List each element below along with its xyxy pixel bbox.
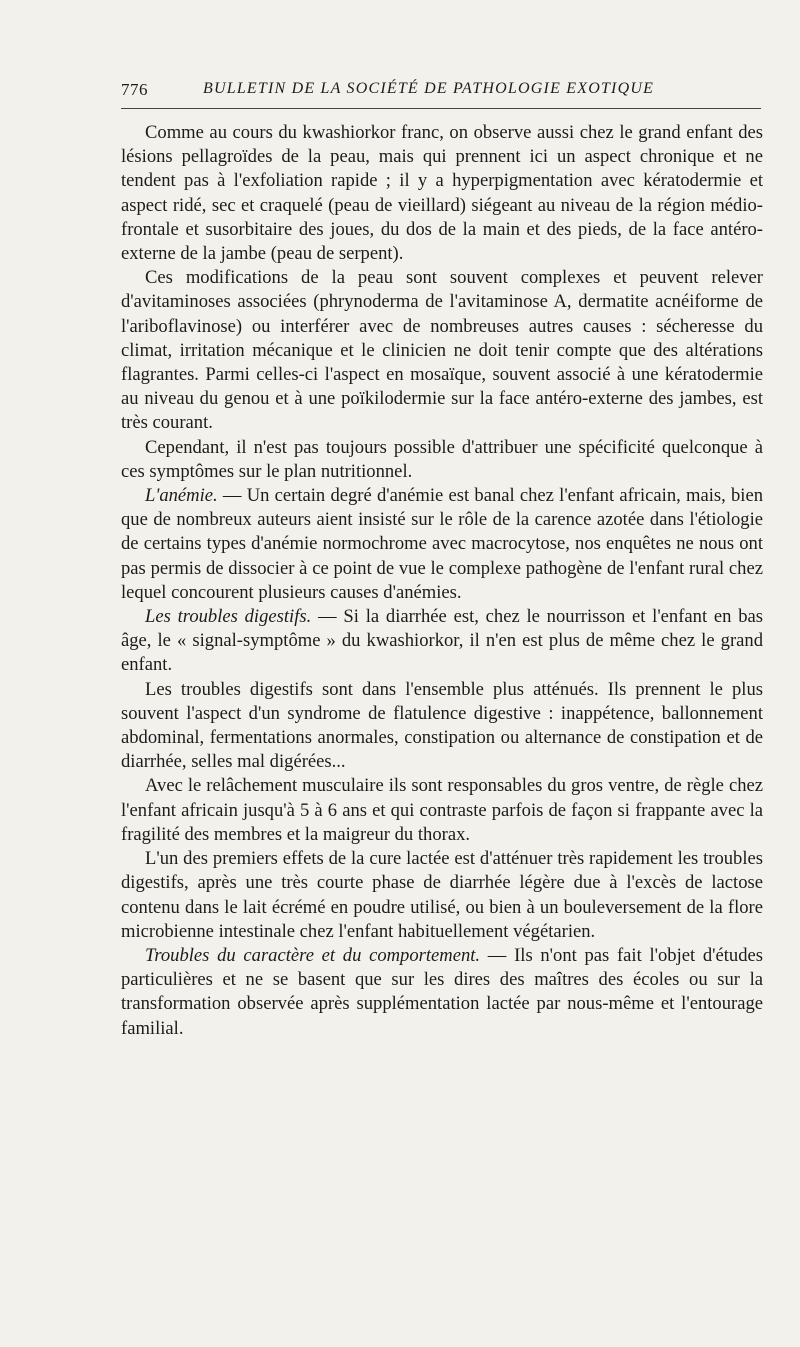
paragraph-text: — Un certain degré d'anémie est banal chez l'enfant africain, mais, bien que de nombreux auteurs aient insisté sur le rôle de la carence azotée dans l'étiologie de certains types d'anémie normochrome avec macrocytose, nos enquêtes ne nous ont pas permis de dissocier à ce point de vue le complexe pathogène de l'enfant rural chez lequel concourent plusieurs causes d'anémies. (121, 485, 763, 603)
paragraph (121, 678, 763, 775)
paragraph (121, 847, 763, 944)
running-header (121, 76, 761, 106)
body-text (121, 121, 763, 1041)
paragraph (121, 436, 763, 484)
paragraph-text: Cependant, il n'est pas toujours possible d'attribuer une spécificité quelconque à ces symptômes sur le plan nutritionnel. (121, 436, 763, 482)
paragraph (121, 944, 763, 1041)
paragraph-text: — Ils n'ont pas fait l'objet d'études particulières et ne se basent que sur les dires des maîtres des écoles ou sur la transformation observée après supplémentation lactée par nous-même et l'entourage familial. (121, 944, 763, 1039)
paragraph (121, 605, 763, 678)
paragraph-text: Avec le relâchement musculaire ils sont responsables du gros ventre, de règle chez l'enfant africain jusqu'à 5 à 6 ans et qui contraste parfois de façon si frappante avec la fragilité des membres et la maigreur du thorax. (121, 775, 763, 845)
header-rule (121, 108, 761, 109)
paragraph (121, 121, 763, 266)
paragraph (121, 774, 763, 847)
paragraph-text: Comme au cours du kwashiorkor franc, on observe aussi chez le grand enfant des lésions pellagroïdes de la peau, mais qui prennent ici un aspect chronique et ne tendent pas à l'exfoliation rapide ; il y a hyperpigmentation avec kératodermie et aspect ridé, sec et craquelé (peau de vieillard) siégeant au niveau de la région médio-frontale et susorbitaire des joues, du dos de la main et des pieds, de la face antéro-externe de la jambe (peau de serpent). (121, 122, 763, 265)
section-heading-troubles-caractere: Troubles du caractère et du comportement. (145, 944, 481, 966)
page-number: 776 (121, 80, 148, 99)
paragraph-text: — Si la diarrhée est, chez le nourrisson et l'enfant en bas âge, le « signal-symptôme » du kwashiorkor, il n'en est plus de même chez le grand enfant. (121, 606, 764, 676)
running-title: BULLETIN DE LA SOCIÉTÉ DE PATHOLOGIE EXOTIQUE (203, 80, 655, 97)
section-heading-anemie: L'anémie. (145, 485, 218, 507)
paragraph-text: Les troubles digestifs sont dans l'ensemble plus atténués. Ils prennent le plus souvent l'aspect d'un syndrome de flatulence digestive : inappétence, ballonnement abdominal, fermentations anormales, constipation ou alternance de constipation et de diarrhée, selles mal digérées... (121, 678, 763, 773)
section-heading-troubles-digestifs: Les troubles digestifs. (145, 606, 312, 628)
paragraph (121, 484, 763, 605)
paragraph (121, 266, 763, 435)
paragraph-text: Ces modifications de la peau sont souvent complexes et peuvent relever d'avitaminoses associées (phrynoderma de l'avitaminose A, dermatite acnéiforme de l'ariboflavinose) ou interférer avec de nombreuses autres causes : sécheresse du climat, irritation mécanique et le clinicien ne doit tenir compte que des altérations flagrantes. Parmi celles-ci l'aspect en mosaïque, souvent associé à une kératodermie au niveau du genou et à une poïkilodermie sur la face antéro-externe des jambes, est très courant. (121, 267, 763, 434)
paragraph-text: L'un des premiers effets de la cure lactée est d'atténuer très rapidement les troubles digestifs, après une très courte phase de diarrhée légère due à l'excès de lactose contenu dans le lait écrémé en poudre utilisé, ou bien à un bouleversement de la flore microbienne intestinale chez l'enfant habituellement végétarien. (121, 848, 763, 942)
